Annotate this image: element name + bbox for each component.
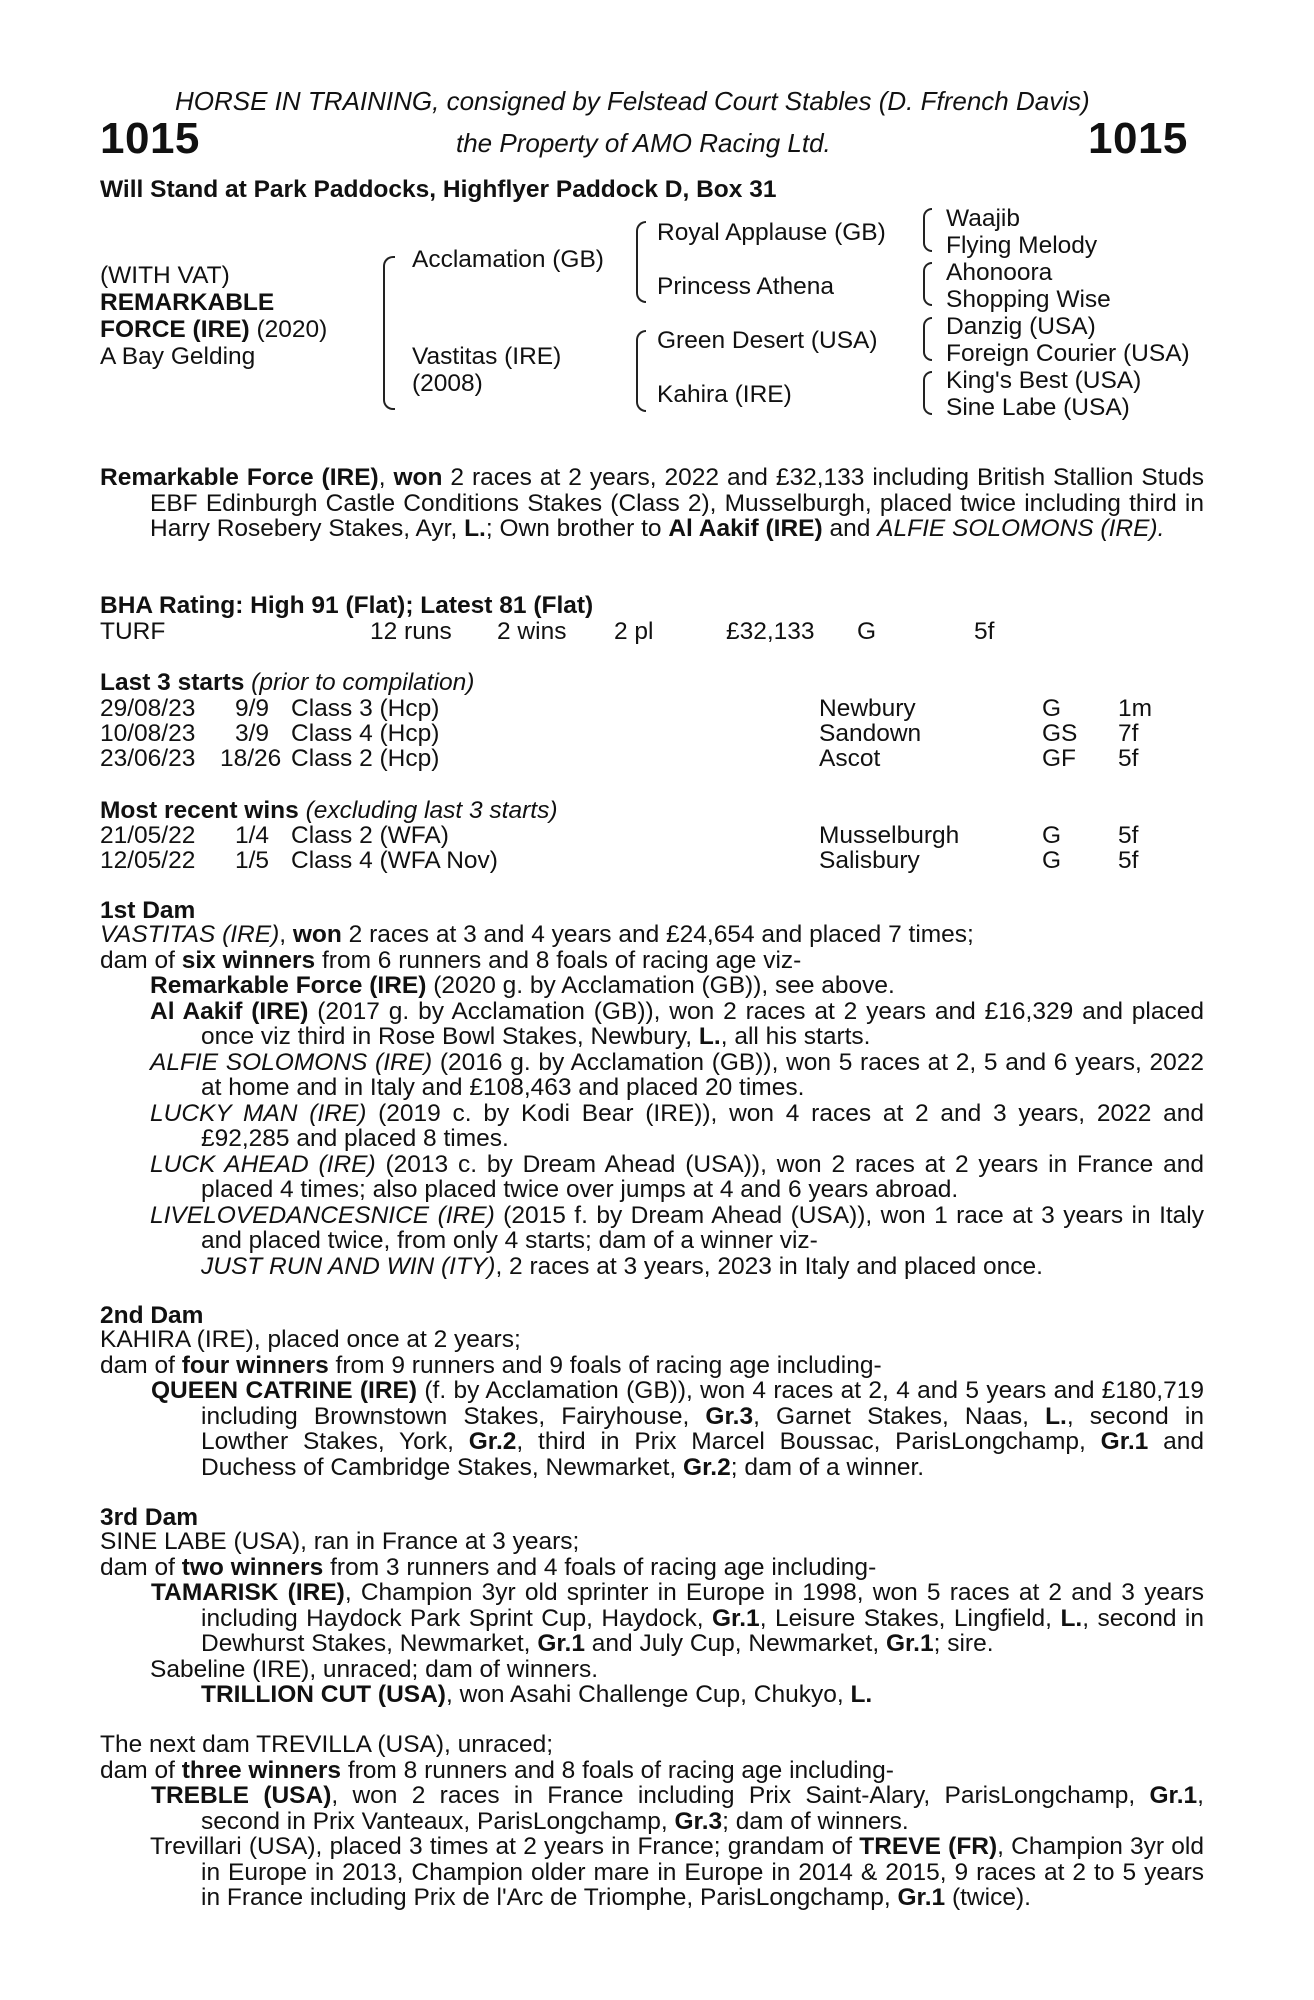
produce-text: and July Cup, Newmarket, <box>585 1630 886 1657</box>
produce-text: (2019 c. by Kodi Bear (IRE)), won 4 races at 2 and 3 years, 2022 and £92,285 and placed 8 times. <box>201 1099 1204 1152</box>
produce-name: TRILLION CUT (USA) <box>201 1681 446 1708</box>
start-distance: 7f <box>1118 720 1139 747</box>
summary-listed: L. <box>464 515 486 542</box>
pedigree-dam-year: (2008) <box>412 370 483 397</box>
produce-text: , third in Prix Marcel Boussac, ParisLongchamp, <box>516 1428 1101 1455</box>
horse-name-line1: REMARKABLE <box>100 289 275 316</box>
nextdam-winners: three winners <box>181 1756 342 1784</box>
produce-name: Remarkable Force (IRE) <box>150 972 427 999</box>
group-mark: Gr.1 <box>1149 1782 1198 1809</box>
produce-name: LIVELOVEDANCESNICE (IRE) <box>150 1201 495 1229</box>
vat-note: (WITH VAT) <box>100 262 230 289</box>
produce-text: (2017 g. by Acclamation (GB)), won 2 races at 2 years and £16,329 and placed once viz third in Rose Bowl Stakes, Newbury, <box>201 997 1204 1050</box>
listed-mark: L. <box>698 1023 721 1050</box>
produce-name: Al Aakif (IRE) <box>150 997 309 1025</box>
produce-text: ; sire. <box>933 1630 994 1657</box>
produce-text: , Leisure Stakes, Lingfield, <box>759 1604 1061 1632</box>
win-row <box>100 847 1200 873</box>
second-dam-section <box>100 1327 1204 1480</box>
turf-distance: 5f <box>974 618 995 645</box>
lot-number-left: 1015 <box>100 114 200 163</box>
win-course: Salisbury <box>819 847 920 874</box>
produce-text: (f. by Acclamation (GB)), won 4 races at 2, 4 and 5 years and £180,719 including Brownstown Stakes, Fairyhouse, <box>201 1377 1204 1430</box>
dam1-name: VASTITAS (IRE) <box>100 921 280 948</box>
pedigree-dsd: Foreign Courier (USA) <box>946 340 1190 367</box>
dam3-runners: from 3 runners and 4 foals of racing age including- <box>323 1553 877 1581</box>
horse-name: FORCE (IRE) <box>100 316 250 343</box>
win-distance: 5f <box>1118 847 1139 874</box>
win-distance: 5f <box>1118 822 1139 849</box>
win-class: Class 2 (WFA) <box>291 822 449 849</box>
pedigree-sire-sire: Royal Applause (GB) <box>657 219 886 246</box>
pedigree-dds: King's Best (USA) <box>946 367 1142 394</box>
produce-text: , Garnet Stakes, Naas, <box>753 1402 1046 1430</box>
win-going: G <box>1042 847 1062 874</box>
start-date: 29/08/23 <box>100 695 196 722</box>
group-mark: Gr.1 <box>897 1884 946 1911</box>
pedigree-brace-dd <box>923 371 932 415</box>
group-mark: Gr.1 <box>885 1630 934 1657</box>
summary-brother: Al Aakif (IRE) <box>668 515 823 542</box>
pedigree-brace-sire <box>636 221 646 303</box>
turf-placed: 2 pl <box>614 618 654 645</box>
win-going: G <box>1042 822 1062 849</box>
stand-location: Will Stand at Park Paddocks, Highflyer Paddock D, Box 31 <box>100 176 777 203</box>
dam2-winners: four winners <box>181 1351 329 1379</box>
dam1-damof: dam of <box>100 946 182 974</box>
produce-text: (2015 f. by Dream Ahead (USA)), won 1 race at 3 years in Italy and placed twice, from only 4 starts; dam of a winner viz- <box>201 1201 1204 1254</box>
summary-text3: and <box>822 515 878 542</box>
win-position: 1/4 <box>235 822 270 849</box>
dam1-record: 2 races at 3 and 4 years and £24,654 and placed 7 times; <box>341 921 974 948</box>
start-class: Class 4 (Hcp) <box>291 720 440 747</box>
turf-earnings: £32,133 <box>726 618 815 645</box>
produce-text: (2013 c. by Dream Ahead (USA)), won 2 races at 2 years in France and placed 4 times; also placed twice over jumps at 4 and 6 years abroad. <box>201 1150 1204 1203</box>
start-position: 18/26 <box>220 745 282 772</box>
start-distance: 5f <box>1118 745 1139 772</box>
produce-text: (twice). <box>945 1884 1031 1911</box>
pedigree-dam: Vastitas (IRE) <box>412 343 562 370</box>
start-distance: 1m <box>1118 695 1153 722</box>
pedigree-brace-main <box>383 256 395 410</box>
pedigree-sire-dam: Princess Athena <box>657 273 835 300</box>
start-position: 9/9 <box>235 695 270 722</box>
win-date: 21/05/22 <box>100 822 196 849</box>
dam2-runners: from 9 runners and 9 foals of racing age including- <box>328 1351 882 1379</box>
recent-wins-title: Most recent wins <box>100 797 299 824</box>
produce-name: TAMARISK (IRE) <box>151 1579 345 1606</box>
produce-text: , won Asahi Challenge Cup, Chukyo, <box>445 1681 851 1708</box>
produce-name: TREBLE (USA) <box>151 1782 332 1809</box>
summary-brother2: ALFIE SOLOMONS (IRE). <box>877 515 1165 542</box>
dam1-runners: from 6 runners and 8 foals of racing age viz- <box>315 946 802 974</box>
dam3-damof: dam of <box>100 1553 182 1581</box>
produce-name: QUEEN CATRINE (IRE) <box>151 1377 418 1404</box>
sep: , <box>279 921 293 948</box>
start-row <box>100 745 1200 771</box>
produce-name: LUCKY MAN (IRE) <box>150 1099 367 1127</box>
produce-text: , Champion 3yr old sprinter in Europe in 1998, won 5 races at 2 and 3 years including Haydock Park Sprint Cup, Haydock, <box>201 1579 1205 1632</box>
produce-name: JUST RUN AND WIN (ITY) <box>201 1252 496 1280</box>
turf-record <box>100 618 1200 644</box>
produce-text: , Champion 3yr old in Europe in 2013, Champion older mare in Europe in 2014 & 2015, 9 races at 2 to 5 years in France including Prix de l'Arc de Triomphe, ParisLongchamp, <box>201 1833 1204 1911</box>
start-going: GS <box>1042 720 1078 747</box>
start-date: 10/08/23 <box>100 720 196 747</box>
pedigree-dss: Danzig (USA) <box>946 313 1096 340</box>
nextdam-record: The next dam TREVILLA (USA), unraced; <box>100 1731 554 1758</box>
produce-text: (2016 g. by Acclamation (GB)), won 5 races at 2, 5 and 6 years, 2022 at home and in Italy and £108,463 and placed 20 times. <box>201 1048 1204 1101</box>
listed-mark: L. <box>1045 1402 1067 1430</box>
summary-text: 2 races at 2 years, 2022 and £32,133 including British Stallion Studs EBF Edinburgh Castle Conditions Stakes (Class 2), Musselburgh, placed twice including third in Harry Rosebery Stakes, Ayr, <box>150 464 1204 542</box>
group-mark: Gr.2 <box>683 1453 731 1481</box>
listed-mark: L. <box>850 1681 873 1708</box>
pedigree-brace-sd <box>923 262 932 306</box>
nextdam-damof: dam of <box>100 1756 182 1784</box>
win-class: Class 4 (WFA Nov) <box>291 847 498 874</box>
start-class: Class 3 (Hcp) <box>291 695 440 722</box>
produce-text: Trevillari (USA), placed 3 times at 2 years in France; grandam of <box>150 1833 860 1860</box>
dam3-winners: two winners <box>181 1553 324 1581</box>
recent-wins-heading <box>100 797 557 825</box>
third-dam-section <box>100 1529 1204 1708</box>
race-summary: Remarkable Force (IRE), won 2 races at 2 years, 2022 and £32,133 including British Stallion Studs EBF Edinburgh Castle Conditions Stakes (Class 2), Musselburgh, placed twice including third in Harry Rosebery Stakes, Ayr, L.; Own brother to Al Aakif (IRE) and ALFIE SOLOMONS (IRE). <box>100 464 1204 542</box>
group-mark: Gr.3 <box>705 1402 754 1430</box>
group-mark: Gr.1 <box>537 1630 585 1657</box>
start-date: 23/06/23 <box>100 745 196 772</box>
pedigree-ddd: Sine Labe (USA) <box>946 394 1130 421</box>
last-starts-heading <box>100 669 474 697</box>
start-going: GF <box>1042 745 1077 772</box>
produce-text: , all his starts. <box>720 1023 871 1050</box>
win-row <box>100 822 1200 848</box>
start-class: Class 2 (Hcp) <box>291 745 440 772</box>
summary-text2: ; Own brother to <box>485 515 669 542</box>
produce-text: , second in Dewhurst Stakes, Newmarket, <box>201 1604 1204 1657</box>
pedigree-sds: Ahonoora <box>946 259 1053 286</box>
start-course: Ascot <box>819 745 881 772</box>
produce-name: ALFIE SOLOMONS (IRE) <box>150 1048 433 1076</box>
start-row <box>100 720 1200 746</box>
start-position: 3/9 <box>235 720 270 747</box>
header-consignor: HORSE IN TRAINING, consigned by Felstead Court Stables (D. Ffrench Davis) <box>175 86 1090 116</box>
produce-text: ; dam of a winner. <box>730 1453 925 1481</box>
group-mark: Gr.3 <box>674 1807 723 1835</box>
produce-text: (2020 g. by Acclamation (GB)), see above. <box>426 972 895 999</box>
produce-text: and Duchess of Cambridge Stakes, Newmarket, <box>201 1428 1204 1481</box>
pedigree-brace-ds <box>923 317 932 361</box>
dam2-damof: dam of <box>100 1351 182 1379</box>
produce-text: Sabeline (IRE), unraced; dam of winners. <box>150 1655 599 1683</box>
second-dam-heading: 2nd Dam <box>100 1302 204 1329</box>
header-property: the Property of AMO Racing Ltd. <box>456 128 831 158</box>
start-course: Sandown <box>819 720 922 747</box>
turf-going: G <box>857 618 877 645</box>
summary-won: won <box>393 464 443 491</box>
produce-text: , 2 races at 3 years, 2023 in Italy and placed once. <box>495 1252 1043 1280</box>
pedigree-sss: Waajib <box>946 205 1020 232</box>
group-mark: Gr.1 <box>712 1604 760 1632</box>
summary-horse-name: Remarkable Force (IRE) <box>100 464 379 491</box>
nextdam-runners: from 8 runners and 8 foals of racing age including- <box>341 1756 894 1784</box>
group-mark: Gr.2 <box>468 1428 517 1455</box>
win-position: 1/5 <box>235 847 270 874</box>
last-starts-note: (prior to compilation) <box>244 669 475 696</box>
turf-runs: 12 runs <box>370 618 452 645</box>
turf-wins: 2 wins <box>497 618 567 645</box>
dam2-record: KAHIRA (IRE), placed once at 2 years; <box>100 1326 521 1353</box>
bha-rating: BHA Rating: High 91 (Flat); Latest 81 (Flat) <box>100 592 594 619</box>
last-starts-title: Last 3 starts <box>100 669 245 696</box>
next-dam-section <box>100 1732 1204 1911</box>
pedigree-brace-ss <box>923 208 932 252</box>
start-row <box>100 695 1200 721</box>
listed-mark: L. <box>1060 1604 1083 1632</box>
produce-text: , won 2 races in France including Prix Saint-Alary, ParisLongchamp, <box>331 1782 1150 1809</box>
horse-description: A Bay Gelding <box>100 343 256 370</box>
third-dam-heading: 3rd Dam <box>100 1504 199 1531</box>
pedigree-ssd: Flying Melody <box>946 232 1098 259</box>
group-mark: Gr.1 <box>1100 1428 1149 1455</box>
produce-text: , second in Lowther Stakes, York, <box>201 1402 1204 1455</box>
horse-year: (2020) <box>249 316 328 343</box>
pedigree-dam-sire: Green Desert (USA) <box>657 327 878 354</box>
produce-text: , second in Prix Vanteaux, ParisLongchamp, <box>201 1782 1204 1835</box>
first-dam-section <box>100 922 1204 1279</box>
pedigree-sdd: Shopping Wise <box>946 286 1111 313</box>
win-date: 12/05/22 <box>100 847 196 874</box>
produce-text: ; dam of winners. <box>722 1807 909 1835</box>
turf-label: TURF <box>100 618 166 645</box>
lot-number-right: 1015 <box>1088 114 1188 163</box>
dam1-winners: six winners <box>181 946 316 974</box>
start-course: Newbury <box>819 695 916 722</box>
pedigree-dam-dam: Kahira (IRE) <box>657 381 792 408</box>
recent-wins-note: (excluding last 3 starts) <box>298 797 558 824</box>
first-dam-heading: 1st Dam <box>100 897 196 924</box>
dam1-won: won <box>292 921 342 948</box>
pedigree-sire: Acclamation (GB) <box>412 246 604 273</box>
produce-name: TREVE (FR) <box>859 1833 998 1860</box>
pedigree-brace-dam <box>636 330 646 412</box>
horse-name-line2 <box>100 316 327 343</box>
win-course: Musselburgh <box>819 822 960 849</box>
start-going: G <box>1042 695 1062 722</box>
produce-name: LUCK AHEAD (IRE) <box>150 1150 376 1178</box>
dam3-record: SINE LABE (USA), ran in France at 3 years; <box>100 1528 580 1555</box>
